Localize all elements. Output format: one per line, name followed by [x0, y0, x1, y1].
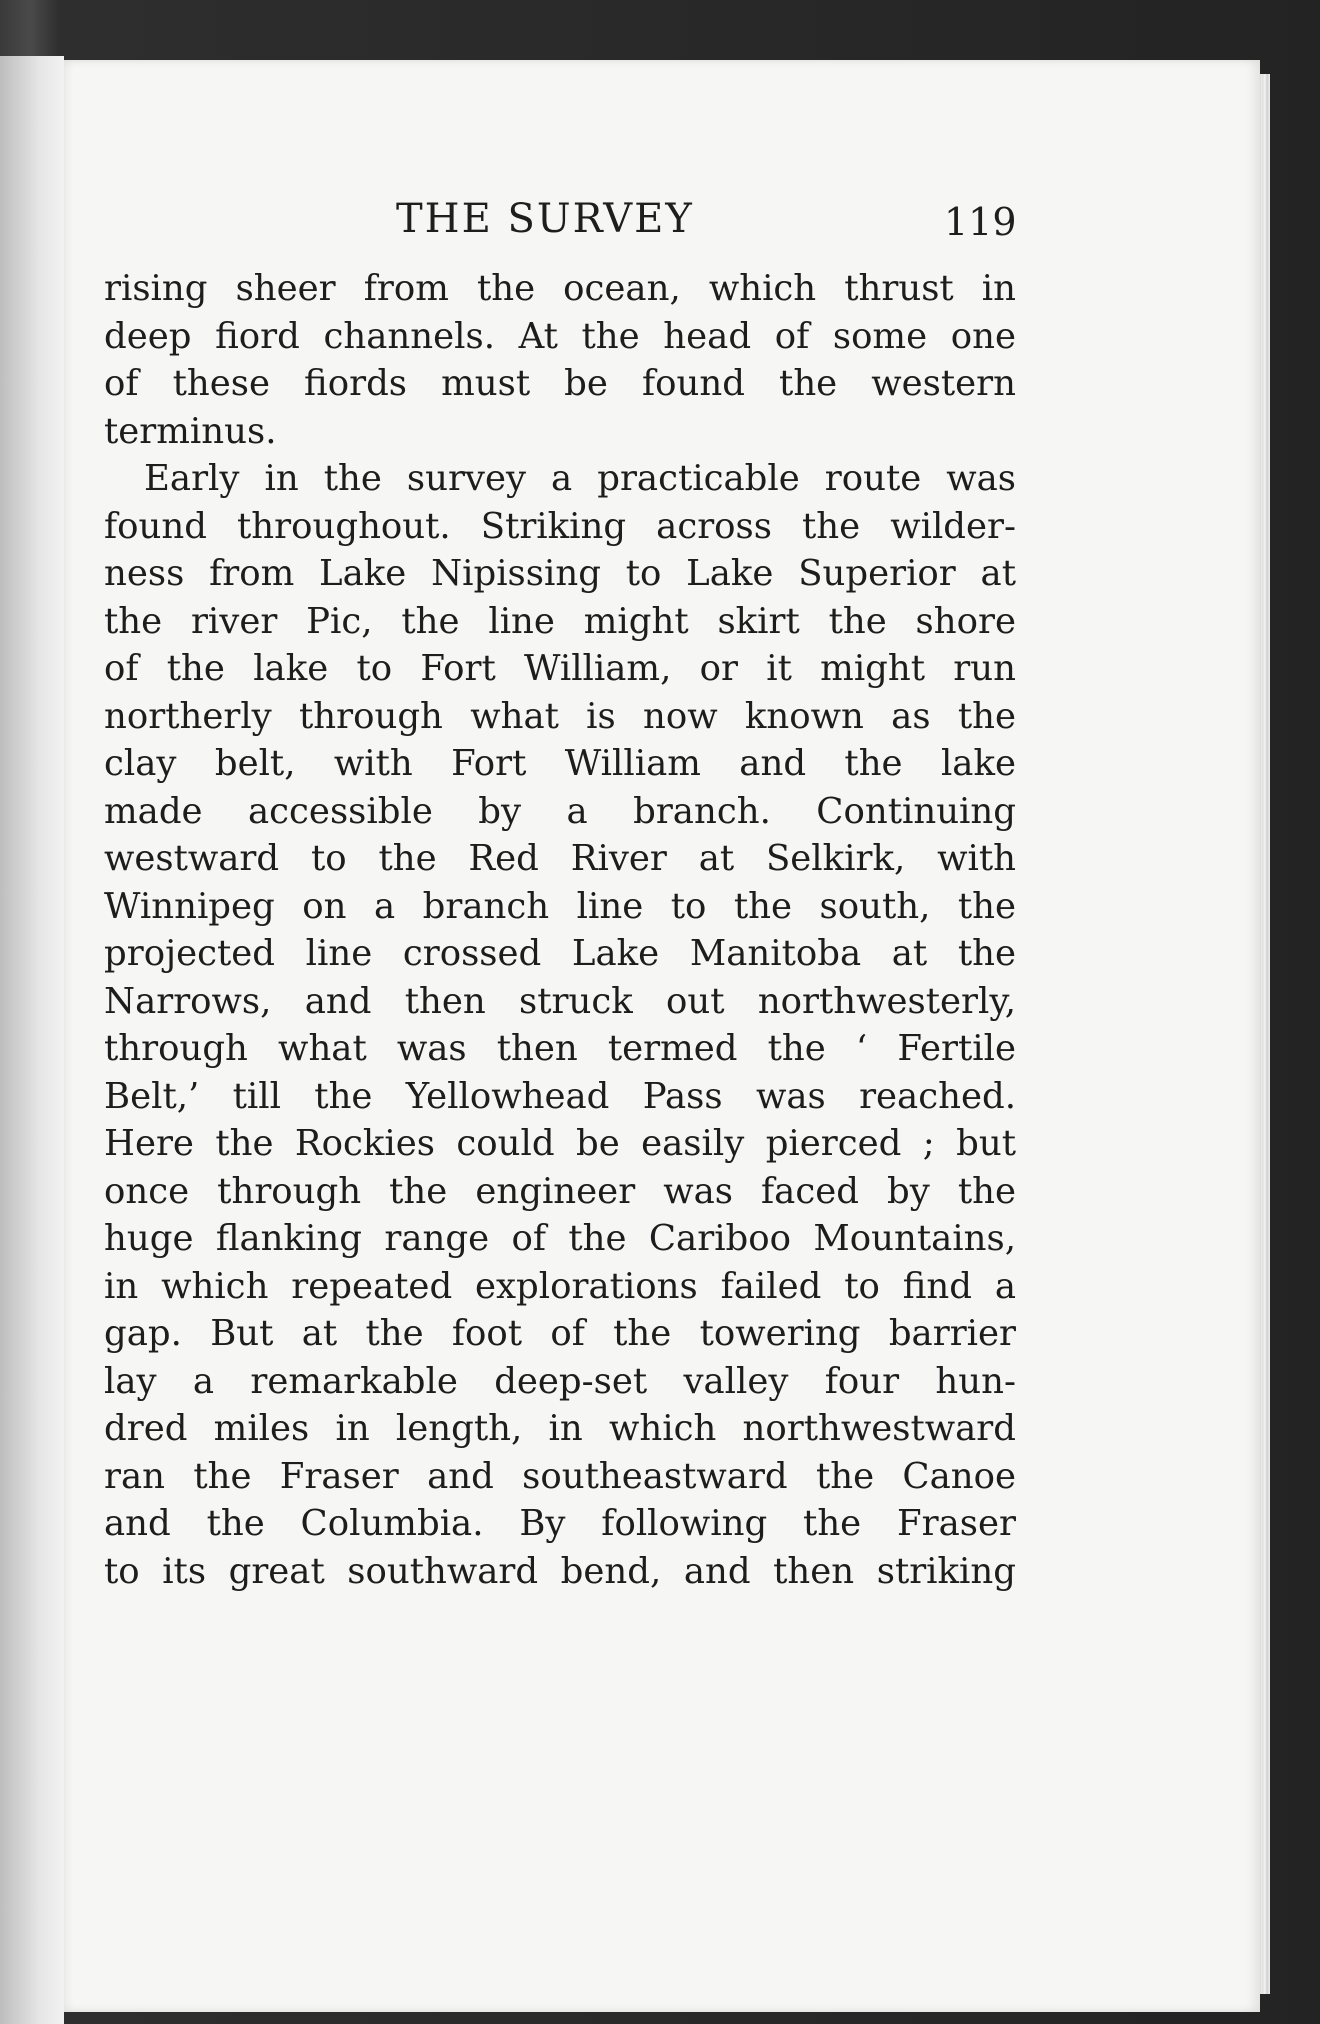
text-line: terminus. [104, 410, 277, 452]
text-line: in which repeated explorations failed to find a [104, 1265, 1016, 1307]
text-line: westward to the Red River at Selkirk, with [104, 838, 1016, 879]
text-line: projected line crossed Lake Manitoba at the [104, 933, 1016, 974]
text-line: made accessible by a branch. Continuing [104, 790, 1016, 832]
text-line: ran the Fraser and southeastward the Canoe [104, 1455, 1016, 1497]
text-line: lay a remarkable deep-set valley four hun- [104, 1360, 1016, 1402]
text-line: Narrows, and then struck out northwesterly, [104, 980, 1016, 1022]
text-line: once through the engineer was faced by the [104, 1170, 1016, 1212]
text-line: through what was then termed the ‘ Fertile [104, 1028, 1016, 1069]
text-line: Early in the survey a practicable route was [144, 458, 1016, 499]
text-line: of these fiords must be found the western [104, 363, 1016, 404]
text-line: ness from Lake Nipissing to Lake Superior at [104, 553, 1016, 594]
book-page [64, 60, 1260, 2012]
text-line: Winnipeg on a branch line to the south, the [104, 885, 1016, 927]
text-line: northerly through what is now known as the [104, 695, 1016, 737]
running-head [64, 196, 1260, 256]
text-line: huge flanking range of the Cariboo Mountains, [104, 1218, 1016, 1259]
text-line: the river Pic, the line might skirt the shore [104, 600, 1016, 642]
text-line: and the Columbia. By following the Fraser [104, 1503, 1016, 1544]
text-line: rising sheer from the ocean, which thrust in [104, 268, 1016, 309]
text-line: gap. But at the foot of the towering barrier [104, 1313, 1016, 1354]
text-line: deep fiord channels. At the head of some one [104, 315, 1016, 357]
previous-page-edge [0, 56, 64, 2024]
text-line: Here the Rockies could be easily pierced ; but [104, 1123, 1016, 1164]
body-text [104, 265, 1016, 1595]
text-line: found throughout. Striking across the wilder- [104, 505, 1016, 547]
chapter-title: THE SURVEY [396, 196, 694, 242]
text-line: of the lake to Fort William, or it might run [104, 648, 1016, 689]
text-line: to its great southward bend, and then striking [104, 1550, 1016, 1592]
text-line: clay belt, with Fort William and the lake [104, 743, 1016, 784]
text-line: Belt,’ till the Yellowhead Pass was reached. [104, 1075, 1016, 1117]
page-number: 119 [944, 200, 1017, 244]
text-line: dred miles in length, in which northwestward [104, 1408, 1016, 1449]
